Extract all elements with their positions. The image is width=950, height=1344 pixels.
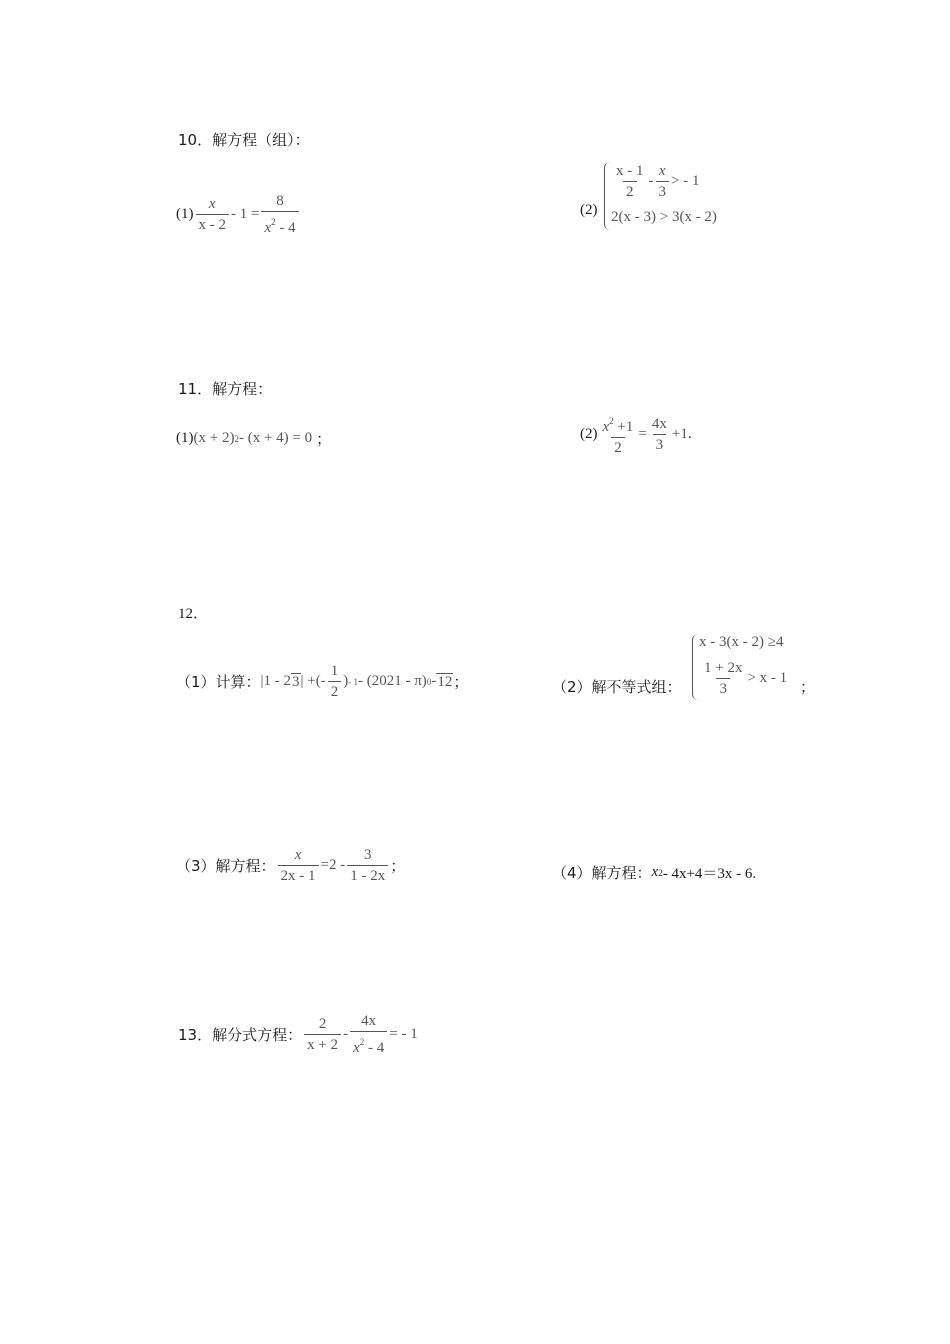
q10-p2-label: (2) <box>580 202 598 218</box>
q10-p2-line2: 2(x - 3) > 3(x - 2) <box>611 209 717 225</box>
q10-p1-mid: - 1 = <box>231 206 260 222</box>
q12-p2-line1: x - 3(x - 2) ≥4 <box>699 634 784 650</box>
q13: 13．解分式方程： $\frac{2}{x + 2}$ - $\frac{4x}{x^2 - 4}$ = - 1 <box>178 1013 418 1056</box>
q11-header: 11．解方程： <box>178 380 273 398</box>
q12-p2-brace <box>692 634 699 700</box>
q10-p2-brace <box>604 162 611 230</box>
q12-part4: （4）解方程： x 2 - 4x+4＝3x - 6. <box>552 864 757 882</box>
q11-part2: (2) $\frac{x^2 +1}{2}$ = $\frac{4x}{3}$ +1 . <box>580 416 692 456</box>
q13-header: 13．解分式方程： <box>178 1026 303 1044</box>
q12-p2-label: （2）解不等式组： <box>552 678 682 696</box>
q12-p2-end: ； <box>800 678 816 696</box>
q11-part1: (1) (x + 2) 2 - (x + 4) = 0 ； <box>176 430 332 448</box>
q12-part1: （1）计算： |1 - 2 3 | +(- $\frac{1}{2}$ ) - 1 - (2021 - π) 0 - 12 ； <box>176 663 469 700</box>
q10-p1-frac2: $\frac{8}{x^2 - 4}$ <box>261 192 298 237</box>
q10-part1 <box>176 192 301 237</box>
q12-header: 12． <box>178 606 209 622</box>
q10-p1-frac1: $\frac{x}{x - 2}$ <box>196 195 230 234</box>
q10-p1-label: (1) <box>176 206 194 222</box>
q10-p2-line1: $\frac{x - 1}{2}$ - $\frac{x}{3}$ > - 1 <box>616 163 700 200</box>
q12-p2-line2: $\frac{1 + 2x}{3}$ > x - 1 <box>704 660 788 697</box>
q12-part3: （3）解方程： $\frac{x}{2x - 1}$ =2 - $\frac{3}{1 - 2x}$ ； <box>176 847 406 884</box>
q10-header: 10．解方程（组）： <box>178 131 310 149</box>
